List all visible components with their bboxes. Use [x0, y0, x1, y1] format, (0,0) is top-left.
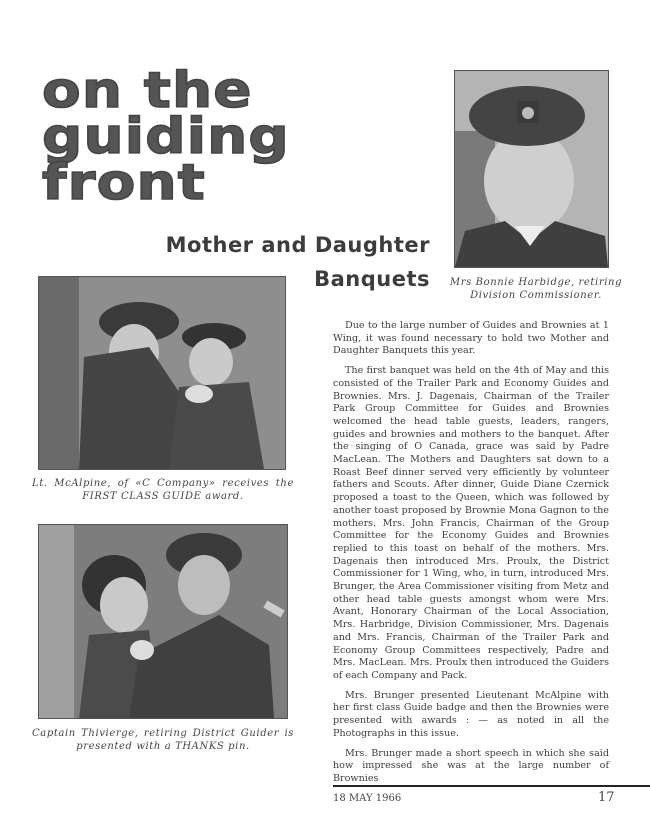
- paragraph: Due to the large number of Guides and Brownies at 1 Wing, it was found necessary to hold two Mother and Daughter Banquets this year.: [333, 320, 609, 357]
- headline-line: on the: [42, 62, 253, 119]
- headline-line: guiding: [42, 108, 290, 165]
- issue-date: 18 MAY 1966: [333, 793, 402, 804]
- award-photo-1: [38, 276, 286, 470]
- portrait-photo: [454, 70, 609, 268]
- award-photo-1-caption: Lt. McAlpine, of «C Company» receives the FIRST CLASS GUIDE award.: [32, 478, 294, 502]
- paragraph: Mrs. Brunger made a short speech in which she said how impressed she was at the large number of Brownies: [333, 747, 609, 784]
- article-title-line-1: Mother and Daughter: [165, 233, 430, 257]
- article-body: [333, 320, 609, 793]
- footer-rule: [333, 785, 650, 787]
- section-headline: [42, 62, 290, 211]
- article-title-line-2: Banquets: [314, 267, 430, 291]
- award-photo-2-caption: Captain Thivierge, retiring District Guider is presented with a THANKS pin.: [32, 728, 294, 752]
- page-number: 17: [598, 790, 615, 805]
- headline-line: front: [42, 154, 206, 211]
- paragraph: The first banquet was held on the 4th of May and this consisted of the Trailer Park and Economy Guides and Brownies. Mrs. J. Dagenais, Chairman of the Trailer Park Group Committee for Guides and Brownies welcomed the head table guests, leaders, rangers, guides and brownies and mothers to the banquet. After the singing of O Canada, grace was said by Padre MacLean. The Mothers and Daughters sat down to a Roast Beef dinner served very efficiently by volunteer fathers and Scouts. After dinner, Guide Diane Czernick proposed a toast to the Queen, which was followed by another toast proposed by Brownie Mona Gagnon to the mothers. Mrs. John Francis, Chairman of the Group Committee for the Economy Guides and Brownies replied to this toast on behalf of the mothers. Mrs. Dagenais then introduced Mrs. Proulx, the District Commissioner for 1 Wing, who, in turn, introduced Mrs. Brunger, the Area Commissioner visiting from Metz and other head table guests amongst whom were Mrs. Avant, Honorary Chairman of the Local Association, Mrs. Harbridge, Division Commissioner, Mrs. Dagenais and Mrs. Francis, Chairman of the Trailer Park and Economy Group Committees respectively, Padre and Mrs. MacLean. Mrs. Proulx then introduced the Guiders of each Company and Pack.: [333, 365, 609, 681]
- award-photo-2: [38, 524, 288, 719]
- portrait-caption: Mrs Bonnie Harbidge, retiring Division Commissioner.: [449, 277, 623, 301]
- paragraph: Mrs. Brunger presented Lieutenant McAlpine with her first class Guide badge and then the Brownies were presented with awards : — as noted in all the Photographs in this issue.: [333, 689, 609, 739]
